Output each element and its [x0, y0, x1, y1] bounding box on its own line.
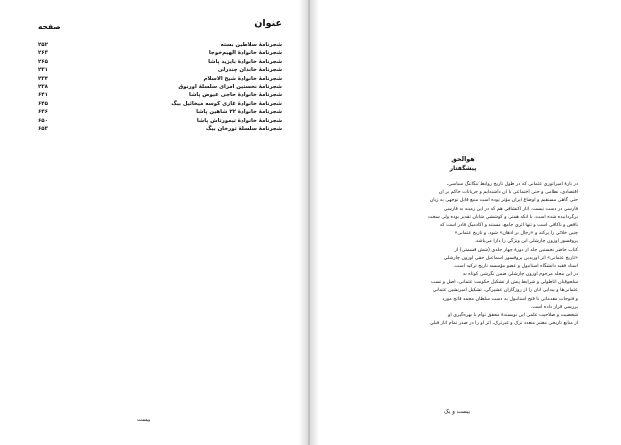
toc-entry-title: شجرنامهٔ خانوادهٔ الهیم‌خوجا [208, 50, 282, 57]
preface-title: پیشگفتار [449, 165, 477, 172]
toc-entry-page: ۲۳۸ [38, 83, 48, 90]
book-gutter [300, 0, 318, 445]
preface-line: در بارهٔ امپراتوری عثمانی که در طول تاریخ روابط تنگاتنگ سیاسی، [446, 182, 578, 187]
left-page [0, 0, 300, 445]
preface-paragraph [356, 271, 578, 312]
preface-line: برگردانیده شده است، با آنکه همتی و کوششی شایان تقدیر بوده ولی سخت [427, 214, 578, 220]
preface-line: «تاریخ عثمانی» اثر اوریدین پروفسور اسماعیل حقی اوزون چارشلی [443, 255, 578, 261]
toc-entry [38, 117, 282, 125]
toc-entry [38, 83, 282, 91]
toc-entry-title: شجرنامهٔ خاندان چندرلی [217, 67, 282, 74]
toc-entry [38, 108, 282, 116]
preface-line: استاد فقید دانشگاه استانبول و عضو مؤسسه تاریخ ترکیه است. [453, 263, 578, 269]
toc-entry-page: ۶۴۵ [38, 100, 48, 107]
toc-entry-page: ۶۵۰ [38, 117, 48, 124]
right-page [318, 0, 621, 445]
toc-entry-title: شجرنامهٔ خانوادهٔ شیخ الاسلام [203, 75, 282, 82]
toc-entry-page: ۶۴۶ [38, 109, 48, 116]
toc-entry-page: ۲۳۱ [38, 67, 48, 74]
toc-header [38, 18, 282, 34]
preface-line: عثمانی‌ها و پیدایی آنان را از روزگاران عشیرگی، تشکیل امیرنشین عثمانی [432, 288, 578, 294]
toc-entry [38, 75, 282, 83]
toc-entry [38, 125, 282, 133]
preface-paragraph [356, 181, 578, 247]
toc-entry-page: ۲۳۴ [38, 75, 48, 82]
preface-paragraph [356, 312, 578, 328]
preface-line: چنین خلائی را پرکند و «رجال بر اذهان» شود. و تاریخ عثمانی» [454, 231, 578, 237]
toc-entry-page: ۶۵۳ [38, 125, 48, 132]
preface-line: سلجوقیان آناطولی و شرایط پیش از تشکیل حکومت عثمانی، اصل و نسب [430, 280, 578, 286]
toc-entry-page: ۲۵۲ [38, 42, 48, 48]
toc-entry-page: ۶۴۱ [38, 92, 48, 99]
toc-entry-title: شجرنامهٔ خانوادهٔ تیمورتاش پاشا [196, 117, 282, 124]
toc-entry [38, 49, 282, 57]
preface-line: از منابع تاریخی معتبر متعدد ترک و غیرترک، اثر او را در صدر تمام آثار قبلی [429, 321, 578, 327]
preface-line: اقتصادی، نظامی و حتی اجتماعی با آن داشته‌ایم و جریانات حاکم بر آن [438, 190, 578, 196]
toc-entry [38, 91, 282, 99]
toc-entry-title: شجرنامهٔ خانوادهٔ غازی کوسه میخائیل بیگ [171, 100, 282, 107]
toc-title-column-label: عنوان [254, 18, 282, 29]
preface-line: در این مجلد مرحوم اوزون چارشلی ضمن نگرشی کوتاه به [462, 272, 578, 278]
preface-line: فارسی در دست نیست. آثار اکتشافی هم که در این زمینه به فارسی [443, 206, 578, 212]
preface-line: شخصیت و صلاحیت علمی این نویسندهٔ محقق توأم با بهره‌گیری او [448, 313, 578, 318]
preface-line: بررسی قرار داده است. [530, 304, 578, 310]
preface-line: کتاب حاضر نخستین جلد از دورهٔ چهار جلدی (شش قسمتی) از [454, 247, 578, 253]
preface-paragraph [356, 247, 578, 272]
preface-line: ناقص و ناکافی است و تنها اثری جامع، مستند و آکادمیک قادر است که [439, 222, 578, 228]
toc-list [38, 41, 282, 133]
preface-line: حتی گاهی مستقیم و اوضاع ایران مؤثر بوده است منبع قابل توجهی به زبان [429, 198, 578, 204]
toc-entry-title: شجرنامهٔ نخستین امرای سلسلهٔ اورنوق [178, 83, 282, 90]
preface-body [356, 181, 578, 328]
toc-entry-title: شجرنامهٔ خانوادهٔ بایزید پاشا [208, 58, 282, 65]
preface-line: پروفسور اوزون چارشلی این ویژگی را دارا می‌باشد. [474, 239, 578, 245]
preface-invocation: هوالحق [451, 155, 475, 163]
page-number-left: بیست [137, 417, 151, 423]
toc-entry [38, 41, 282, 49]
toc-entry [38, 58, 282, 66]
toc-entry-page: ۲۶۳ [38, 50, 48, 57]
preface-line: و فتوحات مقدماتی تا فتح استانبول به دست سلطان محمد فاتح مورد [442, 296, 578, 302]
toc-page-column-label: صفحه [38, 22, 61, 31]
toc-entry [38, 66, 282, 74]
toc-entry-title: شجرنامهٔ سلسلهٔ تورخان بیگ [205, 125, 282, 132]
toc-entry [38, 100, 282, 108]
page-number-right: بیست و یک [444, 409, 471, 415]
toc-entry-title: شجرنامهٔ خانوادهٔ ۲۲ شاهین پاشا [196, 109, 282, 116]
toc-entry-page: ۲۶۵ [38, 58, 48, 65]
toc-entry-title: شجرنامهٔ سلاطین بسته [220, 42, 282, 48]
toc-entry-title: شجرنامهٔ خانوادهٔ حاجی عیوض پاشا [189, 92, 282, 99]
